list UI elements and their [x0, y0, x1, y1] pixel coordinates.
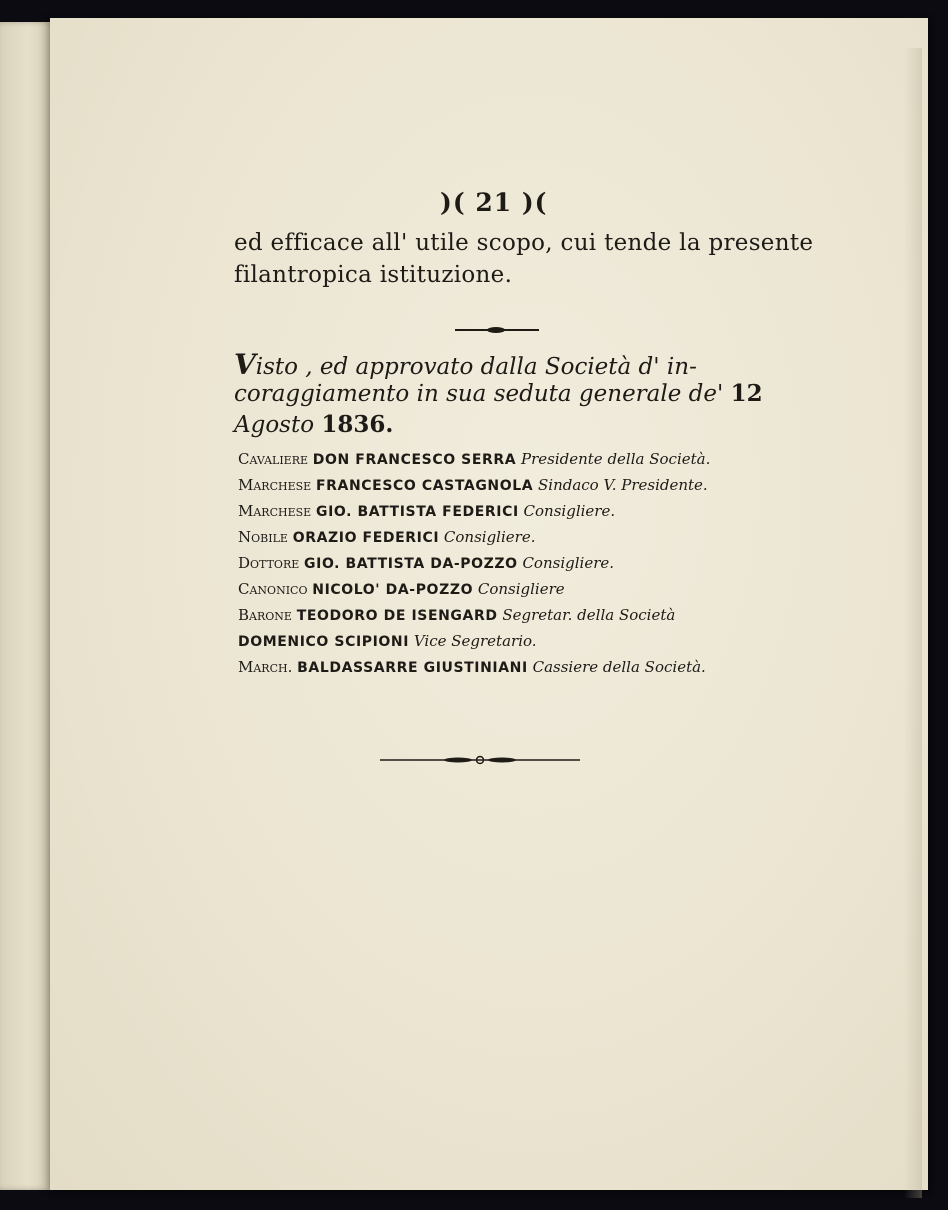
end-ornament	[380, 755, 580, 765]
member-name: GIO. BATTISTA DA-POZZO	[304, 556, 518, 572]
member-name: NICOLO' DA-POZZO	[312, 582, 474, 598]
approval-line-2	[234, 380, 763, 407]
member-title: Nobile	[238, 528, 288, 546]
member-row	[238, 554, 614, 572]
approval-day: 12	[730, 380, 763, 407]
member-row	[238, 450, 710, 468]
approval-dropcap: V	[234, 348, 256, 381]
member-title: Canonico	[238, 580, 308, 598]
member-title: Marchese	[238, 502, 312, 520]
approval-line-3	[234, 411, 393, 438]
member-row	[238, 502, 615, 520]
member-row	[238, 476, 708, 494]
member-name: TEODORO DE ISENGARD	[296, 608, 498, 624]
approval-line-3-text: Agosto	[234, 412, 322, 438]
member-title: Barone	[238, 606, 292, 624]
member-row	[238, 528, 535, 546]
member-row	[238, 658, 706, 676]
member-name: FRANCESCO CASTAGNOLA	[315, 478, 534, 494]
member-role: Segretar. della Società	[502, 606, 676, 624]
member-name: BALDASSARRE GIUSTINIANI	[297, 660, 528, 676]
page-shadow	[904, 48, 922, 1198]
member-role: Vice Segretario.	[413, 632, 537, 650]
member-name: DON FRANCESCO SERRA	[312, 452, 517, 468]
approval-line-1-text: isto , ed approvato dalla Società d' in-	[255, 354, 697, 380]
member-title: Cavaliere	[238, 450, 309, 468]
approval-year: 1836.	[321, 411, 394, 438]
document-page	[50, 18, 928, 1190]
member-role: Cassiere della Società.	[532, 658, 706, 676]
approval-line-1	[234, 348, 697, 381]
member-name: ORAZIO FEDERICI	[292, 530, 440, 546]
member-title: Marchese	[238, 476, 312, 494]
member-role: Sindaco V. Presidente.	[538, 476, 708, 494]
section-divider	[455, 329, 539, 331]
member-role: Presidente della Società.	[521, 450, 711, 468]
member-role: Consigliere	[477, 580, 565, 598]
approval-line-2-text: coraggiamento in sua seduta generale de'	[234, 381, 731, 407]
member-name: DOMENICO SCIPIONI	[238, 634, 410, 650]
member-role: Consigliere.	[443, 528, 536, 546]
member-name: GIO. BATTISTA FEDERICI	[315, 504, 519, 520]
page-number: )( 21 )(	[440, 188, 548, 217]
member-row	[238, 632, 537, 650]
body-text-line-1: ed efficace all' utile scopo, cui tende la presente	[234, 230, 814, 256]
member-row	[238, 606, 675, 624]
member-role: Consigliere.	[522, 554, 615, 572]
member-row	[238, 580, 565, 598]
member-role: Consigliere.	[523, 502, 616, 520]
member-title: March.	[238, 658, 293, 676]
member-title: Dottore	[238, 554, 300, 572]
body-text-line-2: filantropica istituzione.	[234, 262, 513, 288]
